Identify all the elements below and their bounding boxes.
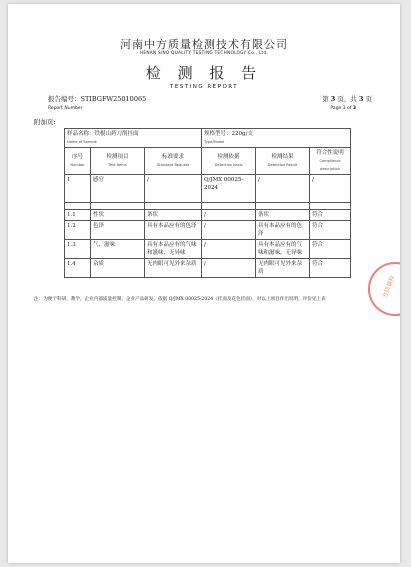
col-en: Test Items: [108, 163, 127, 167]
row-compliance: 符合: [310, 259, 351, 278]
sample-name-value: 铁棍山药刀削挂面: [94, 131, 139, 137]
report-number-value: STIBGFW25010065: [80, 95, 147, 103]
page-en-current: 3: [342, 106, 346, 111]
sample-spec-en: Type/Model: [204, 140, 225, 144]
row-number: 1.1: [65, 210, 91, 221]
report-number-label: 报告编号：: [48, 95, 81, 103]
row-standard: 具有本品应有的色泽: [145, 221, 202, 240]
table-row: [65, 240, 351, 259]
row-compliance: 符合: [310, 240, 351, 259]
row-number: 1.2: [65, 221, 91, 240]
spacer-cell: [310, 203, 351, 210]
page-en-total: 3: [352, 106, 356, 111]
row-item: 色泽: [91, 221, 145, 240]
row-compliance: /: [310, 175, 351, 203]
row-number: 1.3: [65, 240, 91, 259]
col-header-number: [65, 148, 91, 175]
col-en: Detection Result: [267, 163, 298, 167]
company-name-en: HENAN SINO QUALITY TESTING TECHNOLOGY Co., Ltd.: [139, 50, 269, 55]
spacer-cell: [91, 203, 145, 210]
col-en: Compliance: [319, 159, 341, 163]
table-row: [65, 259, 351, 278]
row-result: 无肉眼可见外来杂质: [256, 259, 310, 278]
page-en-of: of: [347, 106, 352, 111]
row-standard: 无肉眼可见外来杂质: [145, 259, 202, 278]
report-title-cn: 检 测 报 告: [145, 64, 263, 82]
row-item: 气、滋味: [91, 240, 145, 259]
col-cn: 检测项目: [106, 154, 129, 160]
page-mid: 页，共: [337, 95, 357, 103]
sample-spec-value: 220g/支: [231, 131, 253, 137]
row-result: 具有本品应有的色泽: [256, 221, 310, 240]
col-cn: 符合性说明: [316, 150, 344, 156]
page-prefix: 第: [322, 95, 329, 103]
row-basis: /: [202, 259, 256, 278]
row-standard: /: [145, 175, 202, 203]
table-row: [65, 210, 351, 221]
company-name-cn: 河南中方质量检测技术有限公司: [120, 38, 288, 51]
page-total: 3: [358, 95, 364, 103]
row-result: 条状: [256, 210, 310, 221]
row-compliance: 符合: [310, 210, 351, 221]
attachment-label: 附加页:: [34, 118, 56, 126]
page-number: [322, 94, 372, 103]
report-title-en: TESTING REPORT: [169, 84, 239, 90]
row-basis: Q/JMX 00025-2024: [202, 175, 256, 203]
row-basis: /: [202, 210, 256, 221]
seal-text: 方质量检: [381, 274, 397, 300]
col-cn: 标准要求: [162, 154, 185, 160]
col-cn: 检测结果: [271, 154, 294, 160]
spacer-cell: [256, 203, 310, 210]
report-number: [48, 94, 146, 103]
row-item: 杂质: [91, 259, 145, 278]
col-en: Number: [70, 163, 85, 167]
row-result: /: [256, 175, 310, 203]
row-basis: /: [202, 221, 256, 240]
col-header-standard: [145, 148, 202, 175]
col-cn: 序号: [71, 154, 83, 160]
spacer-cell: [145, 203, 202, 210]
footnote: 注：为便于科研、教学，企业内部质量控制，企业产品研发，依据 Q/JMX 00025-2024《挂面及花色挂面》，对以上项目作出说明，评价见上表: [34, 297, 326, 302]
table-header-row: [65, 148, 351, 175]
row-basis: /: [202, 240, 256, 259]
table-row: [65, 221, 351, 240]
page-suffix: 页: [365, 95, 372, 103]
col-en: description: [320, 167, 341, 171]
row-number: 1: [65, 175, 91, 203]
row-standard: 具有本品应有的气味和滋味，无异味: [145, 240, 202, 259]
spacer-cell: [202, 203, 256, 210]
official-seal-stamp: [368, 262, 400, 316]
col-header-items: [91, 148, 145, 175]
col-en: Standard Request: [156, 163, 190, 167]
col-header-basis: [202, 148, 256, 175]
sample-name-en: Name of Sample: [67, 140, 97, 144]
row-item: 感官: [91, 175, 145, 203]
row-item: 性状: [91, 210, 145, 221]
table-spacer-row: [65, 203, 351, 210]
col-header-compliance: [310, 148, 351, 175]
row-result: 具有本品应有的气味和滋味，无异味: [256, 240, 310, 259]
sample-info-row: [65, 129, 351, 148]
row-standard: 条状: [145, 210, 202, 221]
table-row: [65, 175, 351, 203]
sample-spec-cell: [202, 129, 351, 148]
col-header-result: [256, 148, 310, 175]
sample-name-cell: [65, 129, 202, 148]
page-current: 3: [330, 95, 336, 103]
col-cn: 检测依据: [217, 154, 240, 160]
report-number-en: Report Number: [48, 106, 83, 111]
sample-name-label: 样品名称：: [67, 131, 95, 137]
report-page: [8, 4, 400, 563]
results-table: [64, 128, 351, 278]
sample-spec-label: 规格型号：: [204, 131, 232, 137]
row-number: 1.4: [65, 259, 91, 278]
page-number-en: [330, 106, 356, 111]
page-en-prefix: Page: [330, 106, 342, 111]
row-compliance: 符合: [310, 221, 351, 240]
spacer-cell: [65, 203, 91, 210]
col-en: Detection basis: [214, 163, 243, 167]
